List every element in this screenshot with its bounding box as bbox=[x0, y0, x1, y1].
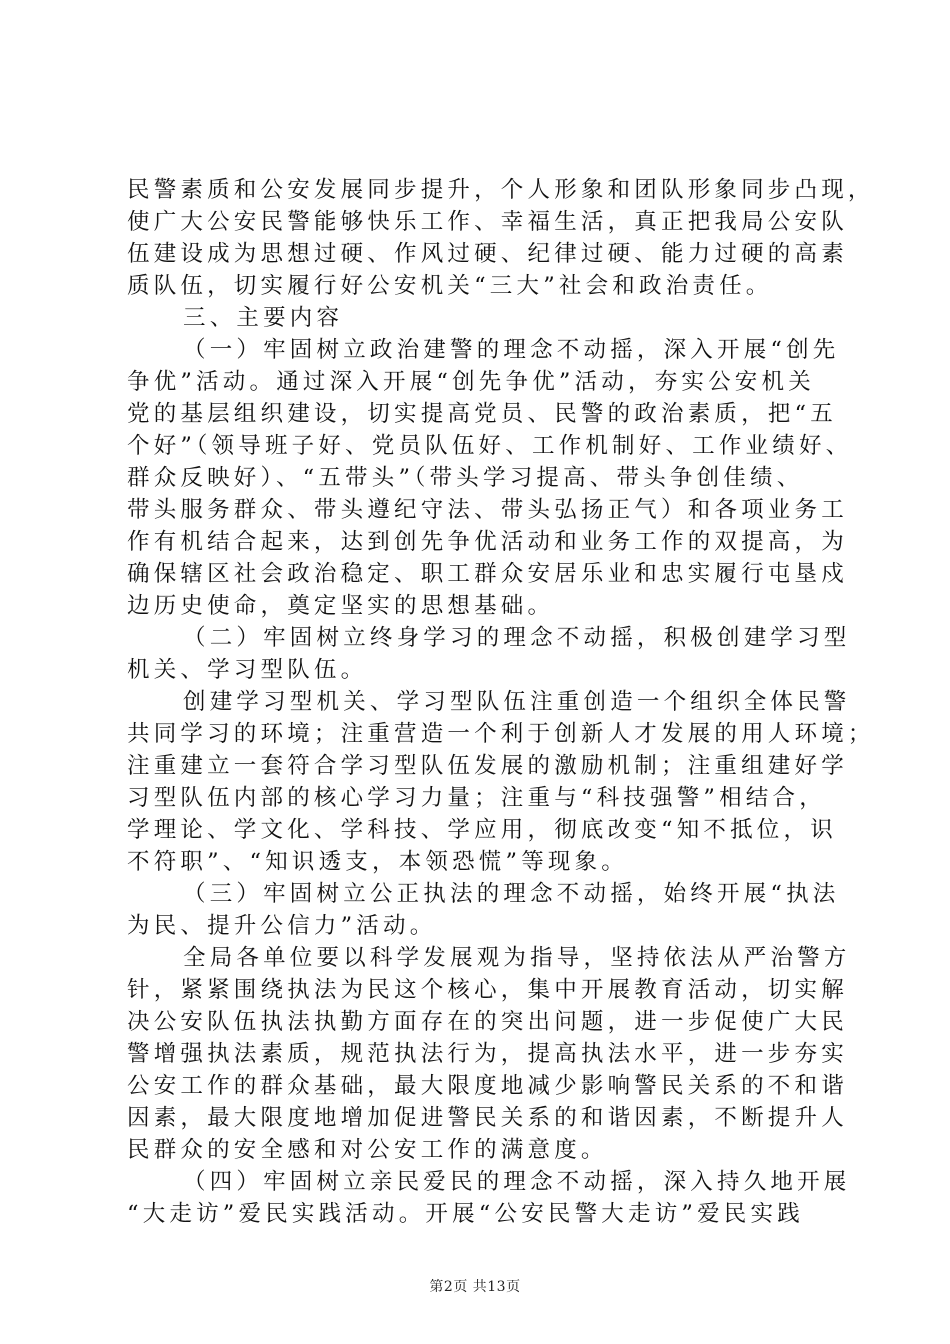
text-line: （二）牢固树立终身学习的理念不动摇，积极创建学习型 bbox=[183, 625, 851, 651]
text-line: 伍建设成为思想过硬、作风过硬、纪律过硬、能力过硬的高素 bbox=[127, 241, 848, 267]
text-line: 针，紧紧围绕执法为民这个核心，集中开展教育活动，切实解 bbox=[127, 977, 848, 1003]
text-line: 民群众的安全感和对公安工作的满意度。 bbox=[127, 1137, 608, 1163]
page-number-footer: 第2页 共13页 bbox=[429, 1279, 521, 1295]
text-line: 争优”活动。通过深入开展“创先争优”活动，夯实公安机关 bbox=[127, 369, 815, 395]
text-line: 确保辖区社会政治稳定、职工群众安居乐业和忠实履行屯垦戍 bbox=[127, 561, 848, 587]
text-line: 边历史使命，奠定坚实的思想基础。 bbox=[127, 593, 555, 619]
text-line: 使广大公安民警能够快乐工作、幸福生活，真正把我局公安队 bbox=[127, 209, 848, 235]
text-line: “大走访”爱民实践活动。开展“公安民警大走访”爱民实践 bbox=[127, 1201, 804, 1227]
text-line: 警增强执法素质，规范执法行为，提高执法水平，进一步夯实 bbox=[127, 1041, 848, 1067]
text-line: （四）牢固树立亲民爱民的理念不动摇，深入持久地开展 bbox=[183, 1169, 851, 1195]
text-line: 带头服务群众、带头遵纪守法、带头弘扬正气）和各项业务工 bbox=[127, 497, 848, 523]
section-heading: 三、主要内容 bbox=[183, 305, 344, 331]
body-text bbox=[127, 174, 875, 1230]
text-line: 注重建立一套符合学习型队伍发展的激励机制；注重组建好学 bbox=[127, 753, 848, 779]
text-line: 全局各单位要以科学发展观为指导，坚持依法从严治警方 bbox=[183, 945, 851, 971]
text-line: 为民、提升公信力”活动。 bbox=[127, 913, 437, 939]
text-line: 机关、学习型队伍。 bbox=[127, 657, 368, 683]
text-line: 质队伍，切实履行好公安机关“三大”社会和政治责任。 bbox=[127, 273, 773, 299]
text-line: 学理论、学文化、学科技、学应用，彻底改变“知不抵位，识 bbox=[127, 817, 837, 843]
text-line: 公安工作的群众基础，最大限度地减少影响警民关系的不和谐 bbox=[127, 1073, 848, 1099]
text-line: 创建学习型机关、学习型队伍注重创造一个组织全体民警 bbox=[183, 689, 851, 715]
text-line: 民警素质和公安发展同步提升，个人形象和团队形象同步凸现， bbox=[127, 177, 875, 203]
text-line: （三）牢固树立公正执法的理念不动摇，始终开展“执法 bbox=[183, 881, 840, 907]
text-line: 共同学习的环境；注重营造一个利于创新人才发展的用人环境； bbox=[127, 721, 875, 747]
text-line: 决公安队伍执法执勤方面存在的突出问题，进一步促使广大民 bbox=[127, 1009, 848, 1035]
text-line: 因素，最大限度地增加促进警民关系的和谐因素，不断提升人 bbox=[127, 1105, 848, 1131]
text-line: 不符职”、“知识透支，本领恐慌”等现象。 bbox=[127, 849, 629, 875]
text-line: 习型队伍内部的核心学习力量；注重与“科技强警”相结合， bbox=[127, 785, 826, 811]
text-line: 个好”（领导班子好、党员队伍好、工作机制好、工作业绩好、 bbox=[127, 433, 853, 459]
text-line: 作有机结合起来，达到创先争优活动和业务工作的双提高，为 bbox=[127, 529, 848, 555]
text-line: 党的基层组织建设，切实提高党员、民警的政治素质，把“五 bbox=[127, 401, 837, 427]
text-line: （一）牢固树立政治建警的理念不动摇，深入开展“创先 bbox=[183, 337, 840, 363]
text-line: 群众反映好）、“五带头”（带头学习提高、带头争创佳绩、 bbox=[127, 465, 804, 491]
